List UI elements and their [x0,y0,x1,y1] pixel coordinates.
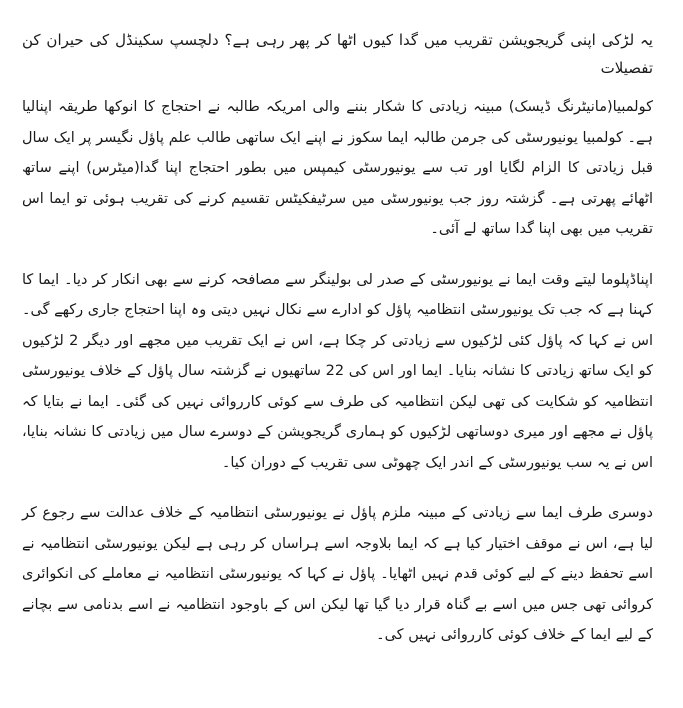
article-paragraph-1: کولمبیا(مانیٹرنگ ڈیسک) مبینہ زیادتی کا شکار بننے والی امریکہ طالبہ نے احتجاج کا انوکھا طریقہ اپنالیا ہے۔ کولمبیا یونیورسٹی کی جرمن طالبہ ایما سکوز نے اپنے ایک ساتھی طالب علم پاؤل نگیسر پر ایک سال قبل زیادتی کا الزام لگایا اور تب سے یونیورسٹی کیمپس میں بطور احتجاج اپنا گدا(میٹرس) اپنے ساتھ اٹھائے پھرتی ہے۔ گزشتہ روز جب یونیورسٹی میں سرٹیفکیٹس تقسیم کرنے کی تقریب ہوئی تو ایما اس تقریب میں بھی اپنا گدا ساتھ لے آئی۔ [22,99,653,237]
article-headline: یہ لڑکی اپنی گریجویشن تقریب میں گدا کیوں اٹھا کر پھر رہی ہے؟ دلچسپ سکینڈل کی حیران کن تفصیلات [22,31,653,77]
article-paragraph-3: دوسری طرف ایما سے زیادتی کے مبینہ ملزم پاؤل نے یونیورسٹی انتظامیہ کے خلاف عدالت سے رجوع کر لیا ہے، اس نے موقف اختیار کیا ہے کہ ایما بلاوجہ اسے ہراساں کر رہی ہے لیکن یونیورسٹی انتظامیہ نے اسے تحفظ دینے کے لیے کوئی قدم نہیں اٹھایا۔ پاؤل نے کہا کہ یونیورسٹی انتظامیہ نے معاملے کی انکوائری کروائی تھی جس میں اسے بے گناہ قرار دیا گیا تھا لیکن اس کے باوجود انتظامیہ نے اسے بدنامی سے بچانے کے لیے ایما کے خلاف کوئی کارروائی نہیں کی۔ [22,505,653,643]
article-paragraph-2: اپناڈپلوما لیتے وقت ایما نے یونیورسٹی کے صدر لی بولینگر سے مصافحہ کرنے سے بھی انکار کر دیا۔ ایما کا کہنا ہے کہ جب تک یونیورسٹی انتظامیہ پاؤل کو ادارے سے نکال نہیں دیتی وہ اپنا احتجاج جاری رکھے گی۔ اس نے کہا کہ پاؤل کئی لڑکیوں سے زیادتی کر چکا ہے، اس نے ایک تقریب میں مجھے اور دیگر 2 لڑکیوں کو ایک ساتھ زیادتی کا نشانہ بنایا۔ ایما اور اس کی 22 ساتھیوں نے گزشتہ سال پاؤل کے خلاف یونیورسٹی انتظامیہ کو شکایت کی تھی لیکن انتظامیہ کی طرف سے کوئی کارروائی نہیں کی گئی۔ ایما نے بتایا کہ پاؤل نے مجھے اور میری دوساتھی لڑکیوں کو ہماری گریجویشن کے دوسرے سال میں زیادتی کا نشانہ بنایا، اس نے یہ سب یونیورسٹی کے اندر ایک چھوٹی سی تقریب کے دوران کیا۔ [22,271,653,471]
